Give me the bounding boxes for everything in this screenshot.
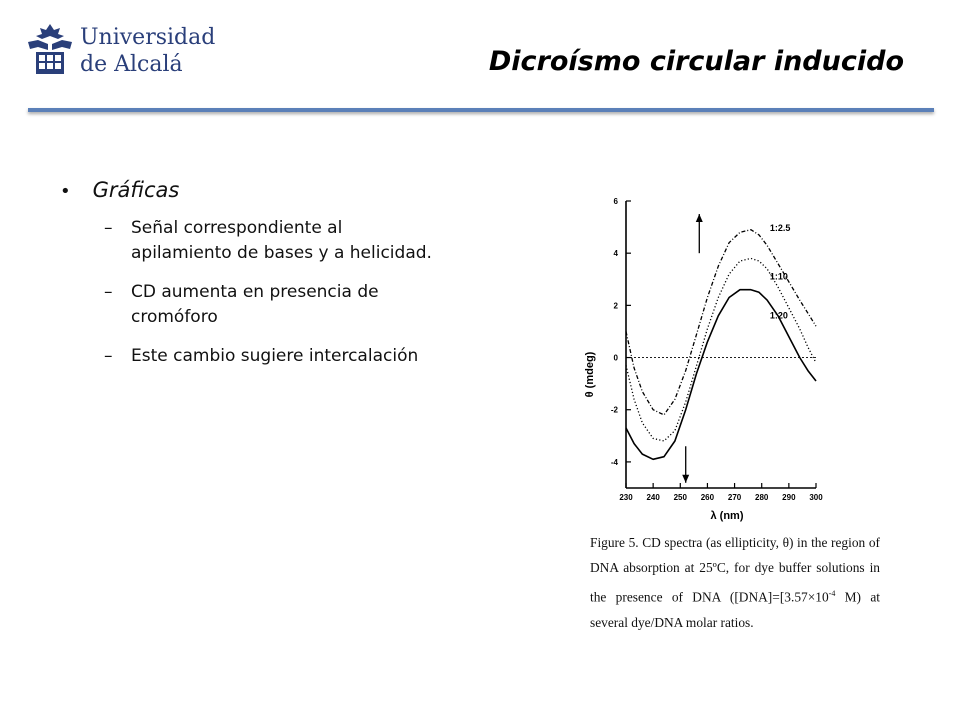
- subbullet-line: cromóforo: [131, 307, 218, 327]
- university-name: [80, 24, 215, 78]
- x-tick-label: 280: [755, 493, 769, 502]
- x-tick-label: 260: [700, 493, 715, 502]
- y-tick-label: 6: [613, 197, 618, 206]
- logo-line-2: de Alcalá: [80, 52, 183, 77]
- subbullet-line: Señal correspondiente al: [131, 218, 343, 238]
- x-tick-label: 290: [782, 493, 796, 502]
- y-tick-label: 0: [613, 353, 618, 363]
- x-tick-label: 240: [646, 493, 660, 502]
- slide-title: Dicroísmo circular inducido: [488, 46, 904, 77]
- title-rule: [28, 108, 934, 112]
- x-tick-label: 230: [619, 493, 633, 502]
- series-line: [626, 258, 816, 441]
- bullet-text: Gráficas: [92, 178, 180, 202]
- x-tick-label: 270: [727, 493, 742, 502]
- y-tick-label: -4: [610, 457, 618, 467]
- subbullet-line: CD aumenta en presencia de: [131, 282, 379, 302]
- university-crest-icon: [22, 20, 78, 80]
- subbullet-marker: –: [104, 282, 113, 302]
- subbullet-line: Este cambio sugiere intercalación: [131, 346, 419, 366]
- bullet-list: [60, 178, 530, 369]
- subbullet-item: [104, 344, 530, 369]
- caption-exponent: -4: [828, 588, 836, 598]
- subbullet-marker: –: [104, 346, 113, 366]
- ratio-label: 1:20: [769, 310, 788, 321]
- ratio-label: 1:2.5: [769, 223, 791, 234]
- bullet-marker: •: [60, 181, 71, 202]
- cd-spectra-chart: [566, 186, 836, 526]
- x-tick-label: 250: [673, 493, 687, 502]
- trend-arrowhead: [696, 214, 703, 222]
- subbullet-item: [104, 216, 530, 266]
- subbullet-line: apilamiento de bases y a helicidad.: [131, 243, 432, 263]
- y-tick-label: 2: [613, 301, 618, 311]
- y-axis-label: θ (mdeg): [584, 351, 596, 398]
- x-axis-label: λ (nm): [710, 510, 744, 522]
- figure-caption: [590, 530, 880, 635]
- caption-part-2: M) at several dye/DNA molar ratios.: [590, 589, 880, 630]
- trend-arrowhead: [682, 475, 689, 483]
- bullet-item: [60, 178, 530, 202]
- series-line: [626, 230, 816, 415]
- ratio-label: 1:10: [769, 271, 788, 282]
- y-tick-label: -2: [610, 405, 618, 415]
- y-tick-label: 4: [613, 249, 618, 259]
- subbullet-item: [104, 280, 530, 330]
- x-tick-label: 300: [809, 493, 823, 502]
- subbullet-marker: –: [104, 218, 113, 238]
- logo-line-1: Universidad: [80, 25, 216, 50]
- caption-part-1: Figure 5. CD spectra (as ellipticity, θ) in the region of DNA absorption at 25ºC, for dye buffer solutions in the presence of DNA ([DNA]=[3.57×10: [590, 535, 880, 605]
